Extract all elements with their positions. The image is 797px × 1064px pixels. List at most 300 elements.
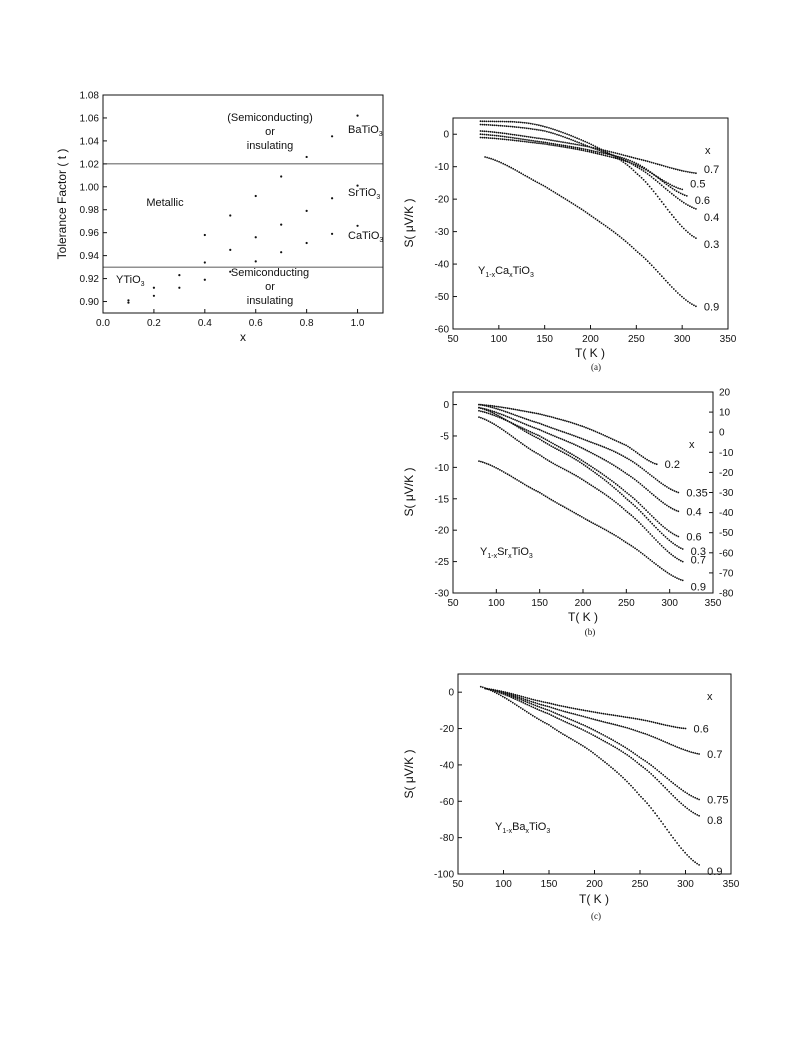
sr-series-0.3-point [653, 525, 655, 527]
sr-series-0.6-point [619, 486, 621, 488]
sr-series-0.3-point [573, 458, 575, 460]
ba-series-0.6-point [665, 724, 667, 726]
ba-series-0.6-point [635, 718, 637, 720]
ca-series-0.3-point [540, 125, 542, 127]
sr-series-0.2-point [595, 431, 597, 433]
ba-series-0.6-point [526, 697, 528, 699]
ba-series-0.75-point [564, 716, 566, 718]
ca-series-0.5-point [492, 137, 494, 139]
sr-series-0.6-point [583, 461, 585, 463]
sr-series-0.4-point [586, 450, 588, 452]
ca-series-0.5-point [593, 152, 595, 154]
ca-series-0.6-point [508, 136, 510, 138]
ba-xtick-label: 250 [631, 879, 649, 890]
ba-series-0.75-point [644, 760, 646, 762]
ca-series-0.5-point [510, 139, 512, 141]
ca-series-0.7-point [663, 165, 665, 167]
sr-series-0.4-point [598, 456, 600, 458]
ca-series-0.3-point [635, 172, 637, 174]
ca-series-0.4-point [657, 181, 659, 183]
sr-series-0.9-point [573, 512, 575, 514]
sr-series-0.3-point [623, 495, 625, 497]
ca-series-0.4-point [645, 172, 647, 174]
sr-series-0.7-point [573, 474, 575, 476]
ca-series-0.6-point [530, 140, 532, 142]
ba-ytick-label: 0 [448, 687, 454, 699]
sr-series-0.2-point [539, 413, 541, 415]
sr-series-0.35-point [588, 441, 590, 443]
ba-series-0.8-point [688, 809, 690, 811]
ca-series-0.6-point [645, 168, 647, 170]
ca-series-0.6-point [522, 138, 524, 140]
sr-series-0.4-point [539, 429, 541, 431]
ba-series-0.9-point [668, 831, 670, 833]
ca-series-0.9-point [553, 191, 555, 193]
ba-xtick-label: 300 [677, 879, 694, 890]
sr-series-0.7-point [672, 555, 674, 557]
ca-series-0.4-point [578, 142, 580, 144]
ba-series-0.7-point [698, 753, 700, 755]
sr-series-0.3-point [541, 440, 543, 442]
ca-series-0.7-point [522, 135, 524, 137]
ba-series-0.8-point [594, 735, 596, 737]
ca-series-0.3-point [655, 193, 657, 195]
sr-series-0.6-point [535, 434, 537, 436]
ba-series-0.9-point [520, 707, 522, 709]
sr-series-label-0.9: 0.9 [690, 581, 706, 594]
ca-series-0.4-point [691, 206, 693, 208]
sr-series-0.7-point [537, 453, 539, 455]
ba-series-0.8-point [648, 771, 650, 773]
ca-series-0.9-point [623, 239, 625, 241]
sr-series-0.4-point [600, 457, 602, 459]
sr-series-0.4-point [609, 462, 611, 464]
sr-series-0.2-point [656, 463, 658, 465]
sr-series-0.35-point [670, 488, 672, 490]
ba-series-0.9-point [624, 779, 626, 781]
sr-series-0.3-point [598, 475, 600, 477]
sr-series-0.6-point [592, 467, 594, 469]
sr-series-0.6-point [560, 447, 562, 449]
sr-series-0.7-point [516, 439, 518, 441]
sr-series-0.6-point [548, 441, 550, 443]
sr-series-0.4-point [581, 447, 583, 449]
ba-series-0.7-point [552, 707, 554, 709]
sr-series-0.4-point [621, 469, 623, 471]
sr-series-0.9-point [630, 545, 632, 547]
sr-series-0.35-point [491, 407, 493, 409]
ca-series-0.7-point [552, 140, 554, 142]
sr-series-0.35-point [535, 421, 537, 423]
tol-xtick-label: 0.4 [197, 318, 212, 329]
ca-series-0.4-point [520, 127, 522, 129]
sr-series-0.35-point [628, 459, 630, 461]
ba-series-label-0.75: 0.75 [707, 794, 729, 807]
ba-series-0.8-point [558, 718, 560, 720]
ba-series-0.6-point [669, 725, 671, 727]
sr-series-0.9-point [571, 511, 573, 513]
sr-series-0.35-point [622, 455, 624, 457]
ba-series-0.7-point [544, 705, 546, 707]
ca-series-0.4-point [633, 164, 635, 166]
sr-series-0.2-point [524, 410, 526, 412]
sr-series-0.7-point [486, 419, 488, 421]
ba-series-0.8-point [500, 692, 502, 694]
sr-series-0.7-point [590, 484, 592, 486]
sr-series-0.6-point [651, 515, 653, 517]
ca-series-0.7-point [685, 171, 687, 173]
ca-series-0.7-point [570, 143, 572, 145]
sr-series-0.7-point [655, 539, 657, 541]
ca-series-0.9-point [639, 253, 641, 255]
sr-series-0.7-point [661, 545, 663, 547]
ba-series-0.75-point [546, 709, 548, 711]
ca-series-0.4-point [558, 134, 560, 136]
ba-series-0.9-point [640, 796, 642, 798]
ba-series-0.7-point [568, 712, 570, 714]
ba-series-0.7-point [580, 715, 582, 717]
ba-series-0.9-point [694, 861, 696, 863]
ca-series-0.4-point [689, 205, 691, 207]
sr-series-0.9-point [484, 462, 486, 464]
sr-series-0.3-point [478, 407, 480, 409]
ba-series-0.8-point [548, 713, 550, 715]
ba-series-0.7-point [654, 737, 656, 739]
ba-series-0.75-point [658, 771, 660, 773]
sr-series-0.6-point [571, 453, 573, 455]
ba-series-0.8-point [636, 762, 638, 764]
ca-series-0.4-point [506, 125, 508, 127]
ba-series-0.6-point [611, 714, 613, 716]
ba-series-0.6-point [681, 727, 683, 729]
region-bottom-line2: or [265, 281, 275, 293]
sr-series-0.6-point [670, 531, 672, 533]
ba-series-0.6-point [537, 700, 539, 702]
sr-series-0.3-point [594, 472, 596, 474]
ca-series-0.6-point [585, 149, 587, 151]
sr-series-0.3-point [509, 421, 511, 423]
ba-series-0.7-point [604, 721, 606, 723]
ca-series-0.5-point [613, 157, 615, 159]
ba-series-0.8-point [552, 715, 554, 717]
ca-series-0.9-point [555, 192, 557, 194]
ba-series-0.8-point [544, 712, 546, 714]
ca-series-0.9-point [657, 271, 659, 273]
ca-series-0.7-point [490, 131, 492, 133]
ca-series-0.5-point [673, 186, 675, 188]
ca-series-0.4-point [681, 200, 683, 202]
sr-series-0.7-point [598, 489, 600, 491]
ba-series-0.8-point [650, 773, 652, 775]
ba-series-0.8-point [664, 787, 666, 789]
ba-series-0.8-point [674, 797, 676, 799]
sr-series-0.35-point [662, 484, 664, 486]
sr-series-0.7-point [587, 482, 589, 484]
sr-series-0.7-point [541, 455, 543, 457]
ca-series-0.6-point [492, 134, 494, 136]
sr-series-0.4-point [643, 486, 645, 488]
ba-series-0.75-point [612, 739, 614, 741]
ca-series-0.5-point [518, 140, 520, 142]
tol-x-axis-label: x [240, 330, 246, 344]
ba-series-0.6-point [520, 696, 522, 698]
ba-series-0.8-point [670, 793, 672, 795]
sr-series-0.35-point [611, 450, 613, 452]
ca-series-0.9-point [685, 299, 687, 301]
sr-series-0.9-point [625, 541, 627, 543]
sr-series-0.7-point [554, 464, 556, 466]
ca-series-0.7-point [608, 151, 610, 153]
sr-series-0.9-point [611, 533, 613, 535]
ca-series-0.7-point [568, 142, 570, 144]
ca-series-0.4-point [695, 208, 697, 210]
ba-series-0.75-point [698, 799, 700, 801]
ca-series-0.7-point [526, 136, 528, 138]
ca-series-0.9-point [587, 212, 589, 214]
ca-series-0.7-point [554, 140, 556, 142]
ba-series-0.8-point [618, 749, 620, 751]
ba-series-0.8-point [626, 754, 628, 756]
ca-series-0.7-point [542, 138, 544, 140]
sr-series-0.3-point [609, 484, 611, 486]
sr-series-0.35-point [590, 441, 592, 443]
ba-series-0.8-point [634, 760, 636, 762]
sr-series-0.35-point [636, 463, 638, 465]
ba-series-0.6-point [631, 717, 633, 719]
ca-series-0.6-point [635, 163, 637, 165]
ba-series-0.7-point [554, 708, 556, 710]
ca-series-0.6-point [488, 134, 490, 136]
sr-series-0.6-point [605, 476, 607, 478]
tol-point [306, 210, 308, 212]
ba-series-0.6-point [547, 702, 549, 704]
ca-series-0.3-point [574, 137, 576, 139]
sr-series-0.7-point [556, 465, 558, 467]
sr-series-0.6-point [590, 465, 592, 467]
ca-series-0.4-point [564, 137, 566, 139]
ca-series-0.6-point [577, 147, 579, 149]
sr-xtick-label: 150 [531, 598, 549, 609]
ca-series-0.3-point [480, 120, 482, 122]
ca-series-0.7-point [548, 139, 550, 141]
sr-series-0.9-point [511, 476, 513, 478]
ba-series-0.75-point [548, 710, 550, 712]
ba-series-0.7-point [676, 746, 678, 748]
sr-series-0.4-point [497, 412, 499, 414]
ca-series-0.9-point [611, 229, 613, 231]
sr-series-0.35-point [592, 442, 594, 444]
ca-series-0.7-point [518, 135, 520, 137]
tol-point [229, 214, 231, 216]
sr-series-0.4-point [567, 441, 569, 443]
ca-series-0.4-point [514, 126, 516, 128]
ba-series-0.9-point [646, 802, 648, 804]
ba-series-0.9-point [650, 807, 652, 809]
ba-series-0.75-point [588, 727, 590, 729]
ca-series-0.3-point [508, 121, 510, 123]
sr-series-0.2-point [555, 417, 557, 419]
ba-series-0.7-point [600, 720, 602, 722]
ba-series-0.9-point [600, 758, 602, 760]
ca-series-0.9-point [649, 262, 651, 264]
sr-series-0.35-point [505, 411, 507, 413]
ba-series-0.7-point [638, 731, 640, 733]
sr-series-0.2-point [497, 406, 499, 408]
sr-series-0.2-point [568, 421, 570, 423]
ca-ytick-label: -50 [434, 292, 449, 304]
ba-series-0.7-point [570, 712, 572, 714]
sr-series-0.6-point [543, 437, 545, 439]
ca-series-0.7-point [574, 143, 576, 145]
sr-series-0.7-point [583, 480, 585, 482]
ba-series-0.9-point [644, 800, 646, 802]
sr-series-0.6-point [490, 413, 492, 415]
ca-series-0.3-point [576, 137, 578, 139]
ca-series-0.7-point [629, 156, 631, 158]
sr-series-0.2-point [587, 428, 589, 430]
sr-series-0.2-point [535, 413, 537, 415]
ca-series-0.4-point [584, 144, 586, 146]
ca-series-0.4-point [641, 169, 643, 171]
tol-point [306, 242, 308, 244]
sr-series-0.2-point [493, 405, 495, 407]
ba-series-0.7-point [634, 730, 636, 732]
sr-series-0.4-point [636, 480, 638, 482]
ca-series-0.3-point [623, 161, 625, 163]
sr-series-0.7-point [630, 514, 632, 516]
sr-series-0.9-point [575, 513, 577, 515]
ca-series-0.9-point [522, 174, 524, 176]
sr-series-0.35-point [550, 427, 552, 429]
ca-series-0.4-point [675, 196, 677, 198]
sr-series-0.2-point [602, 434, 604, 436]
ca-series-0.7-point [651, 162, 653, 164]
ca-series-0.3-point [639, 175, 641, 177]
ba-series-0.7-point [536, 703, 538, 705]
ca-series-0.7-point [633, 157, 635, 159]
sr-series-0.7-point [549, 460, 551, 462]
sr-series-0.9-point [636, 549, 638, 551]
sr-series-0.3-point [670, 541, 672, 543]
ba-series-0.7-point [680, 748, 682, 750]
ba-series-0.8-point [568, 723, 570, 725]
ba-series-0.7-point [606, 722, 608, 724]
ba-series-0.7-point [596, 719, 598, 721]
ca-series-0.4-point [637, 166, 639, 168]
sr-series-0.3-point [520, 428, 522, 430]
ba-series-0.7-point [526, 699, 528, 701]
sr-series-0.4-point [594, 454, 596, 456]
sr-series-0.2-point [585, 427, 587, 429]
sr-right-ytick-label: -20 [719, 467, 734, 479]
sr-series-0.3-point [547, 443, 549, 445]
sr-series-0.7-point [623, 508, 625, 510]
ba-series-0.8-point [694, 813, 696, 815]
sr-series-0.9-point [608, 531, 610, 533]
sr-series-0.35-point [488, 406, 490, 408]
sr-series-0.7-point [585, 481, 587, 483]
ca-series-0.4-point [524, 127, 526, 129]
sr-series-0.7-point [520, 442, 522, 444]
ca-series-0.5-point [482, 137, 484, 139]
sr-series-0.7-point [667, 550, 669, 552]
ba-series-0.7-point [620, 725, 622, 727]
ba-series-0.9-point [570, 738, 572, 740]
ca-series-0.9-point [526, 176, 528, 178]
ca-series-0.3-point [637, 173, 639, 175]
ca-xtick-label: 100 [490, 334, 508, 345]
sr-series-0.2-point [547, 415, 549, 417]
sr-series-0.9-point [583, 517, 585, 519]
sr-series-0.9-point [497, 468, 499, 470]
ba-series-0.8-point [692, 812, 694, 814]
sr-series-0.7-point [678, 559, 680, 561]
ca-series-0.7-point [677, 169, 679, 171]
ba-ytick-label: -100 [433, 869, 454, 881]
sr-series-0.6-point [624, 491, 626, 493]
ba-series-0.8-point [572, 725, 574, 727]
sr-series-0.7-point [524, 445, 526, 447]
ca-series-0.6-point [633, 162, 635, 164]
ba-series-0.75-point [582, 724, 584, 726]
sr-series-0.4-point [512, 418, 514, 420]
ba-series-0.6-point [657, 722, 659, 724]
sr-series-0.35-point [617, 452, 619, 454]
sr-series-0.4-point [546, 432, 548, 434]
sr-series-0.6-point [641, 506, 643, 508]
sr-series-0.7-point [490, 421, 492, 423]
ca-series-0.5-point [496, 138, 498, 140]
ba-series-0.6-point [551, 703, 553, 705]
sr-caption: (b) [584, 627, 596, 637]
ba-series-0.6-point [539, 700, 541, 702]
ca-series-0.6-point [684, 194, 686, 196]
sr-series-0.3-point [613, 487, 615, 489]
ca-series-0.7-point [637, 158, 639, 160]
ca-series-0.3-point [621, 160, 623, 162]
sr-series-0.3-point [630, 502, 632, 504]
sr-series-0.2-point [566, 420, 568, 422]
ba-series-0.6-point [653, 721, 655, 723]
ba-series-0.9-point [562, 733, 564, 735]
ba-series-0.75-point [680, 788, 682, 790]
sr-series-0.35-point [546, 425, 548, 427]
sr-series-0.3-point [524, 430, 526, 432]
ca-series-0.5-point [530, 142, 532, 144]
sr-series-0.2-point [526, 411, 528, 413]
sr-series-0.35-point [657, 480, 659, 482]
ba-series-0.75-point [636, 755, 638, 757]
sr-series-0.9-point [550, 499, 552, 501]
ba-series-0.6-point [621, 716, 623, 718]
ba-series-0.6-point [589, 710, 591, 712]
sr-series-0.3-point [587, 466, 589, 468]
sr-series-0.9-point [674, 576, 676, 578]
ca-series-label-0.3: 0.3 [703, 239, 720, 252]
tol-point [127, 302, 129, 304]
sr-series-0.4-point [645, 488, 647, 490]
ba-series-0.6-point [609, 714, 611, 716]
sr-series-0.35-point [533, 421, 535, 423]
ba-series-0.7-point [622, 726, 624, 728]
ca-x-axis-label: T( K ) [575, 346, 605, 360]
ca-series-0.3-point [530, 123, 532, 125]
ca-series-0.5-point [576, 148, 578, 150]
ba-series-0.7-point [594, 719, 596, 721]
ba-series-0.75-point [688, 794, 690, 796]
sr-series-0.2-point [589, 428, 591, 430]
ca-series-0.4-point [498, 125, 500, 127]
